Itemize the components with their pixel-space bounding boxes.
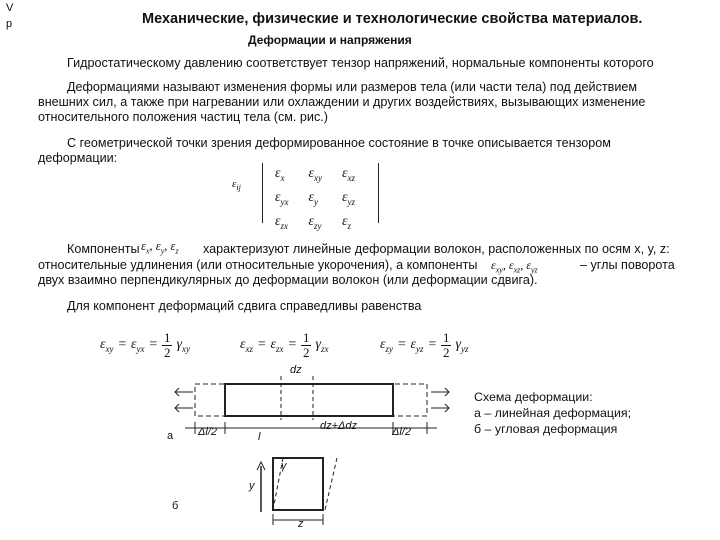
inline-shear-components: $\varepsilon_{xy}$, $\varepsilon_{xz}$, $\varepsilon_{yz}$	[491, 258, 538, 275]
label-dz-plus: dz+Δdz	[320, 420, 358, 432]
paragraph-components-line2-end: – углы поворота	[580, 258, 675, 272]
tensor-cell: $\varepsilon_{yz}$	[342, 189, 356, 207]
fraction-half: $\frac{1}{2}$	[302, 329, 310, 360]
load-arrows-right	[431, 388, 449, 412]
tensor-row	[275, 188, 375, 212]
figure-caption-title: Схема деформации:	[474, 390, 593, 404]
paragraph-components-label: Компоненты	[67, 242, 140, 256]
figure-caption-a: а – линейная деформация;	[474, 406, 632, 420]
tensor-bracket-left	[262, 163, 264, 223]
tensor-bracket-right	[378, 163, 380, 223]
shear-equation: $\varepsilon_{xy}$ = $\varepsilon_{yx}$ = $\frac{1}{2}$ $\gamma_{xy}$	[100, 329, 190, 360]
paragraph-components-line3: двух взаимно перпендикулярных до деформации волокон (или деформации сдвига).	[38, 273, 538, 287]
paragraph-components-mid: характеризуют линейные деформации волокон, расположенных по осям x, y, z:	[203, 242, 670, 256]
label-l: l	[258, 431, 261, 443]
paragraph-definition-line1: Деформациями называют изменения формы или размеров тела (или части тела) под действием	[67, 80, 638, 94]
paragraph-components-line2: относительные удлинения (или относительные укорочения), а компоненты	[38, 258, 478, 272]
load-arrows-left	[175, 388, 193, 412]
page-subtitle: Деформации и напряжения	[248, 33, 412, 47]
label-y: y	[249, 480, 255, 492]
sheared-right-edge	[325, 458, 337, 510]
label-dl-left: Δl/2	[198, 426, 217, 438]
deformation-figure	[165, 362, 465, 537]
tensor-label: $\varepsilon_{ij}$	[232, 178, 241, 193]
paragraph-tensor-line2: деформации:	[38, 151, 118, 165]
paragraph-hydrostatic: Гидростатическому давлению соответствует тензор напряжений, нормальные компоненты которого	[67, 56, 654, 70]
tensor-cell: $\varepsilon_y$	[308, 189, 319, 207]
label-z: z	[298, 518, 304, 530]
fraction-half: $\frac{1}{2}$	[442, 329, 450, 360]
inline-linear-components: $\varepsilon_x$, $\varepsilon_y$, $\varepsilon_z$	[141, 239, 179, 256]
shear-equations	[100, 325, 500, 365]
tensor-cell: $\varepsilon_x$	[275, 166, 285, 183]
tensor-row	[275, 164, 375, 188]
tensor-matrix	[275, 164, 375, 235]
tensor-cell: $\varepsilon_{zx}$	[275, 213, 289, 231]
corner-mark-top: V	[6, 2, 14, 14]
tensor-row	[275, 212, 375, 236]
tensor-cell: $\varepsilon_{zy}$	[308, 213, 322, 231]
tensor-cell: $\varepsilon_z$	[342, 213, 352, 231]
corner-mark-bottom: p	[6, 18, 13, 30]
paragraph-definition-line3: относительного положения частиц тела (см. рис.)	[38, 110, 328, 124]
fraction-half: $\frac{1}{2}$	[163, 329, 171, 360]
label-dl-right: Δl/2	[392, 426, 411, 438]
page-title: Механические, физические и технологические свойства материалов.	[142, 11, 643, 27]
paragraph-definition-line2: внешних сил, а также при нагревании или охлаждении и других воздействиях, вызывающих изменение	[38, 95, 646, 109]
paragraph-tensor-line1: С геометрической точки зрения деформированное состояние в точке описывается тензором	[67, 136, 611, 150]
shear-equation: $\varepsilon_{zy}$ = $\varepsilon_{yz}$ = $\frac{1}{2}$ $\gamma_{yz}$	[380, 329, 469, 360]
tensor-cell: $\varepsilon_{xy}$	[308, 166, 323, 183]
deformed-bar	[225, 384, 393, 416]
label-a: а	[167, 430, 174, 442]
label-gamma: γ	[281, 460, 287, 472]
paragraph-shear-equalities: Для компонент деформаций сдвига справедливы равенства	[67, 299, 422, 313]
label-dz: dz	[290, 364, 302, 376]
tensor-cell: $\varepsilon_{xz}$	[342, 166, 356, 183]
shear-equation: $\varepsilon_{xz}$ = $\varepsilon_{zx}$ = $\frac{1}{2}$ $\gamma_{zx}$	[240, 329, 329, 360]
figure-caption-b: б – угловая деформация	[474, 422, 618, 436]
tensor-cell: $\varepsilon_{yx}$	[275, 189, 289, 207]
label-b: б	[172, 500, 179, 512]
